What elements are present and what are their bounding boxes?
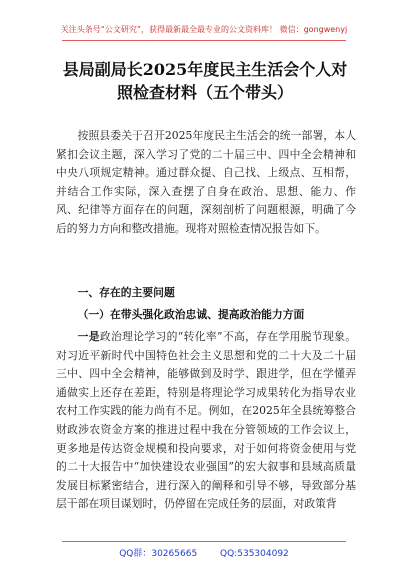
paragraph-lead: 一是 — [77, 330, 100, 343]
paragraph-body: 政治理论学习的“转化率”不高，存在学用脱节现象。对习近平新时代中国特色社会主义思想和党的二十大及二十届三中、四中全会精神，能够做到及时学、跟进学，但在学懂弄通做实上还存在差距，特别是将理论学习成果转化为指导农业农村工作实践的能力尚有不足。例如，在2025年全县统筹整合财政涉农资金方案的推进过程中我在分管领域的工作会议上，更多地是传达资金规模和投向要求，对于如何将资金使用与党的二十大报告中“加快建设农业强国”的宏大叙事和县域高质量发展目标紧密结合，进行深入的阐释和引导不够，导致部分基层干部在项目谋划时，仍停留在完成任务的层面，对政策背 — [56, 330, 357, 511]
header-divider — [62, 40, 346, 41]
footer-qq-group: QQ群：30265665 — [119, 549, 198, 559]
intro-paragraph: 按照县委关于召开2025年度民主生活会的统一部署，本人紧扣会议主题，深入学习了党的二十届三中、四中全会精神和中央八项规定精神。通过群众提、自己找、上级点、互相帮，并结合工作实际，深入查摆了自身在政治、思想、能力、作风、纪律等方面存在的问题，深刻剖析了问题根源，明确了今后的努力方向和整改措施。现将对照检查情况报告如下。 — [56, 129, 356, 235]
section-heading-problems: 一、存在的主要问题 — [77, 286, 175, 299]
document-title: 县局副局长2025年度民主生活会个人对照检查材料（五个带头） — [62, 60, 348, 102]
problem-paragraph-1 — [56, 328, 356, 514]
header-promo-note: 关注头条号“公文研究”，获得最新最全最专业的公文资料库！ 微信：gongwenyj — [60, 25, 348, 34]
footer-qq-id: QQ:535304092 — [220, 549, 289, 559]
footer-divider — [62, 541, 346, 542]
footer-contact — [0, 546, 408, 559]
subsection-heading-political: （一）在带头强化政治忠诚、提高政治能力方面 — [77, 308, 305, 321]
